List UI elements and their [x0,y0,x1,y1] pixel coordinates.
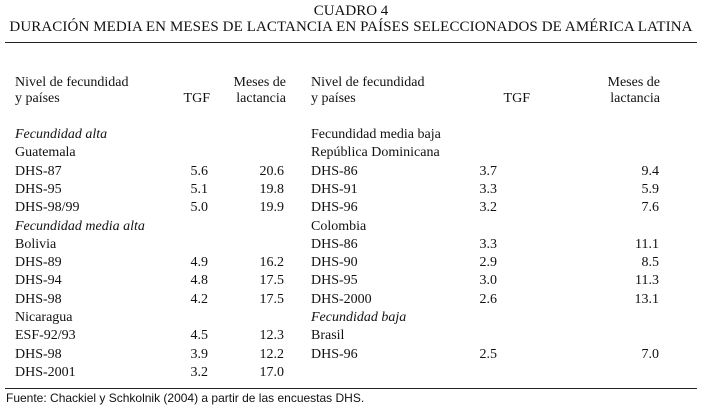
right-header-meses-line2: lactancia [610,91,660,106]
left-row-tgf: 5.1 [190,181,208,197]
right-row-label: DHS-90 [311,255,358,271]
table-row [0,126,702,144]
right-row-meses: 11.1 [635,236,659,252]
left-row-meses: 17.0 [259,364,284,380]
left-header-nivel-line1: Nivel de fecundidad [15,75,129,90]
right-row-tgf: 3.3 [479,236,497,252]
right-row-label: DHS-95 [311,273,358,289]
right-row-label: DHS-86 [311,236,358,252]
right-row-tgf: 2.9 [479,255,497,271]
table-row [0,218,702,236]
left-row-label: DHS-98 [15,346,62,362]
right-row-tgf: 2.5 [479,346,497,362]
left-row-label: Nicaragua [15,310,73,325]
table-row [0,309,702,327]
left-row-label: Guatemala [15,145,76,161]
right-row-label: Brasil [311,328,345,344]
left-row-tgf: 4.5 [190,328,208,344]
right-row-tgf: 3.7 [479,163,497,179]
right-row-label: DHS-96 [311,346,358,362]
left-header-tgf: TGF [183,91,210,106]
table-number: CUADRO 4 [313,3,389,19]
table-row [0,291,702,309]
left-row-label: Fecundidad media alta [15,218,145,234]
right-header-tgf: TGF [503,91,530,106]
table-row [0,364,702,382]
right-row-label: DHS-96 [311,200,358,216]
left-row-label: DHS-89 [15,255,62,271]
left-row-label: DHS-87 [15,163,62,179]
left-row-tgf: 3.9 [190,346,208,362]
table-row [0,254,702,272]
right-row-label: Fecundidad media baja [311,127,441,142]
right-row-label: DHS-91 [311,181,358,197]
left-row-meses: 16.2 [259,255,284,271]
right-row-label: Colombia [311,218,367,234]
left-row-meses: 17.5 [259,273,284,289]
left-row-tgf: 5.0 [190,200,208,216]
right-row-tgf: 3.0 [479,273,497,289]
left-row-meses: 12.2 [259,346,284,362]
right-header-meses-line1: Meses de [607,75,660,90]
top-rule [5,42,697,43]
right-row-label: República Dominicana [311,145,440,161]
right-row-meses: 11.3 [635,273,659,289]
left-row-meses: 20.6 [259,163,284,179]
table-row [0,144,702,162]
right-header-nivel-line2: y países [311,91,356,106]
left-row-meses: 19.9 [259,200,284,216]
source-note: Fuente: Chackiel y Schkolnik (2004) a partir de las encuestas DHS. [6,391,365,405]
right-row-tgf: 3.2 [479,200,497,216]
left-row-tgf: 5.6 [190,163,208,179]
left-row-meses: 12.3 [259,328,284,344]
right-row-meses: 7.0 [641,346,659,362]
right-row-tgf: 2.6 [479,291,497,307]
left-header-nivel-line2: y países [15,91,60,106]
right-row-meses: 9.4 [641,163,659,179]
left-row-label: ESF-92/93 [15,328,76,344]
left-row-label: DHS-94 [15,273,62,289]
right-header-nivel-line1: Nivel de fecundidad [311,75,425,90]
table-row [0,181,702,199]
left-header-meses-line2: lactancia [236,91,286,106]
left-row-label: DHS-2001 [15,364,76,380]
left-row-label: DHS-98 [15,291,62,307]
bottom-rule [5,388,697,389]
right-row-label: DHS-86 [311,163,358,179]
left-row-label: Fecundidad alta [15,127,108,142]
table-title: DURACIÓN MEDIA EN MESES DE LACTANCIA EN PAÍSES SELECCIONADOS DE AMÉRICA LATINA [9,19,693,35]
table-row [0,199,702,217]
left-row-label: Bolivia [15,236,57,252]
right-row-label: Fecundidad baja [311,310,407,325]
table-row [0,236,702,254]
table-row [0,327,702,345]
table-row [0,163,702,181]
right-row-meses: 5.9 [641,181,659,197]
left-row-tgf: 4.8 [190,273,208,289]
table-row [0,346,702,364]
left-row-label: DHS-95 [15,181,62,197]
right-row-meses: 8.5 [641,255,659,271]
left-row-tgf: 3.2 [190,364,208,380]
left-row-tgf: 4.2 [190,291,208,307]
left-row-tgf: 4.9 [190,255,208,271]
table-row [0,272,702,290]
left-row-label: DHS-98/99 [15,200,80,216]
right-row-meses: 7.6 [641,200,659,216]
right-row-tgf: 3.3 [479,181,497,197]
right-row-label: DHS-2000 [311,291,372,307]
right-row-meses: 13.1 [634,291,659,307]
left-header-meses-line1: Meses de [233,75,286,90]
left-row-meses: 17.5 [259,291,284,307]
left-row-meses: 19.8 [259,181,284,197]
